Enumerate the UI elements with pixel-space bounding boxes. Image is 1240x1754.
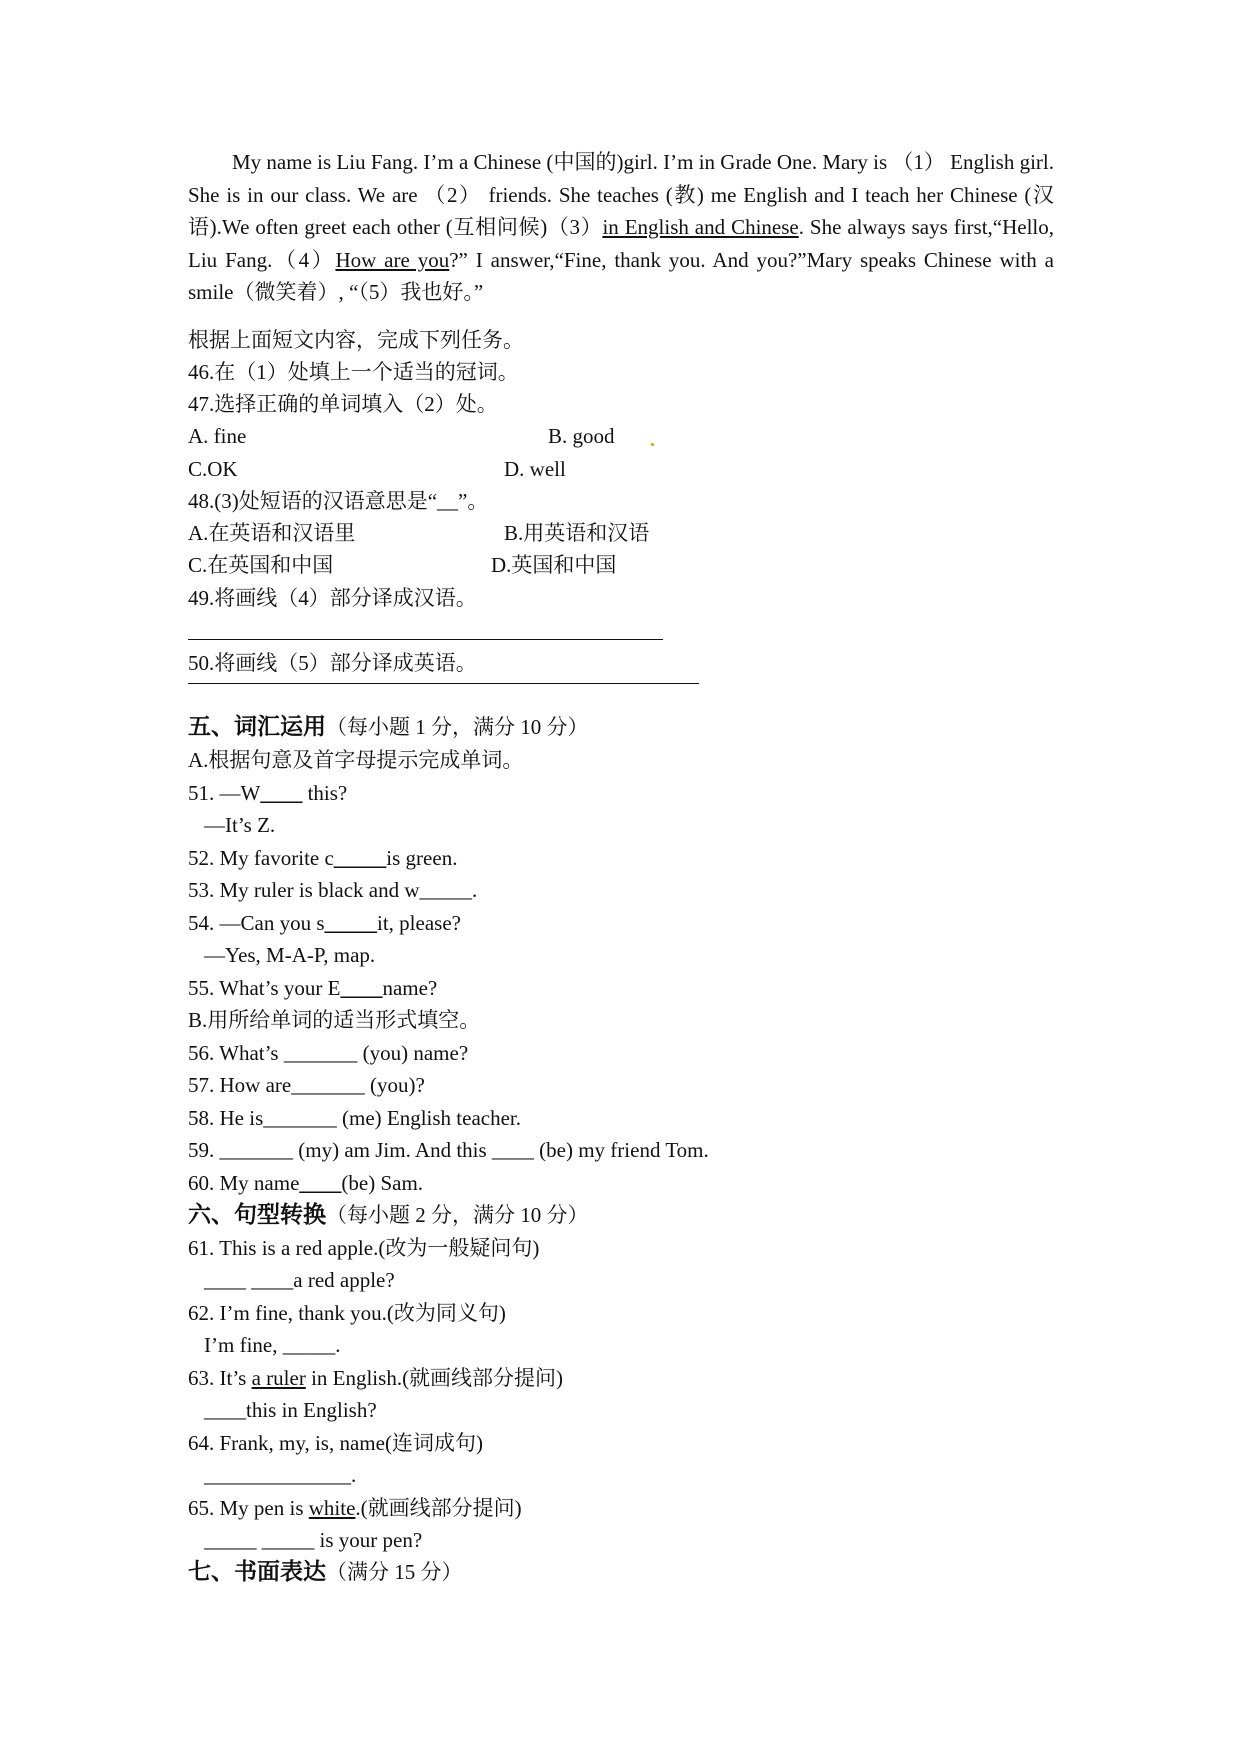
question-61: 61. This is a red apple.(改为一般疑问句) [188, 1236, 540, 1260]
question-64: 64. Frank, my, is, name(连词成句) [188, 1431, 483, 1455]
q47-option-a: A. fine [188, 424, 247, 448]
q49-answer-line[interactable] [188, 639, 663, 640]
passage-text-2: . She always says first,“Hello, Liu Fang.（4） [188, 215, 1055, 272]
task-instruction: 根据上面短文内容，完成下列任务。 [188, 328, 524, 352]
section-6-header [188, 1201, 589, 1229]
question-52: 52. My favorite c_____is green. [188, 846, 458, 870]
section-5-title: 五、词汇运用 [188, 714, 326, 740]
q54-answer: —Yes, M-A-P, map. [204, 943, 376, 967]
section-7-header [188, 1558, 463, 1586]
passage-underline-4: How are you [335, 247, 450, 272]
section-6-title: 六、句型转换 [188, 1202, 326, 1228]
section-7-note: （满分 15 分） [326, 1560, 463, 1584]
q47-option-b: B. good [548, 424, 615, 448]
question-56: 56. What’s _______ (you) name? [188, 1041, 469, 1065]
reading-passage [188, 146, 1054, 309]
question-54: 54. —Can you s_____it, please? [188, 911, 461, 935]
question-58: 58. He is_______ (me) English teacher. [188, 1106, 522, 1130]
question-55: 55. What’s your E____name? [188, 976, 438, 1000]
question-57: 57. How are_______ (you)? [188, 1073, 425, 1097]
passage-text-1: My name is Liu Fang. I’m a Chinese (中国的)girl. I’m in Grade One. Mary is （1） English girl. She is in our class. We are （2） friends. She teaches (教) me English and I teach her Chinese (汉语).We often greet each other (互相问候)（3） [188, 150, 1054, 239]
section-6-note: （每小题 2 分，满分 10 分） [326, 1203, 589, 1227]
question-47: 47.选择正确的单词填入（2）处。 [188, 392, 498, 416]
q63-answer: ____this in English? [204, 1398, 377, 1422]
section-5-part-a: A.根据句意及首字母提示完成单词。 [188, 748, 524, 772]
question-46: 46.在（1）处填上一个适当的冠词。 [188, 360, 519, 384]
q48-option-c: C.在英国和中国 [188, 553, 334, 577]
question-50: 50.将画线（5）部分译成英语。 [188, 651, 477, 675]
q64-answer: ______________. [204, 1463, 357, 1487]
q48-option-b: B.用英语和汉语 [504, 521, 650, 545]
question-60: 60. My name____(be) Sam. [188, 1171, 424, 1195]
question-63: 63. It’s a ruler in English.(就画线部分提问) [188, 1366, 564, 1390]
q47-option-c: C.OK [188, 457, 238, 481]
question-49: 49.将画线（4）部分译成汉语。 [188, 586, 477, 610]
q48-option-a: A.在英语和汉语里 [188, 521, 356, 545]
passage-text-3: ?” I answer,“Fine, thank you. And you?”Mary speaks Chinese with a smile（微笑着）, “（5）我也好。” [188, 247, 1055, 304]
q47-option-d: D. well [504, 457, 566, 481]
q51-answer: —It’s Z. [204, 813, 276, 837]
question-59: 59. _______ (my) am Jim. And this ____ (be) my friend Tom. [188, 1138, 709, 1162]
section-7-title: 七、书面表达 [188, 1559, 326, 1585]
question-62: 62. I’m fine, thank you.(改为同义句) [188, 1301, 506, 1325]
section-5-part-b: B.用所给单词的适当形式填空。 [188, 1008, 481, 1032]
section-5-header [188, 713, 589, 741]
stray-dot-mark [651, 443, 654, 446]
question-65: 65. My pen is white.(就画线部分提问) [188, 1496, 522, 1520]
q61-answer: ____ ____a red apple? [204, 1268, 395, 1292]
question-51: 51. —W____ this? [188, 781, 348, 805]
question-53: 53. My ruler is black and w_____. [188, 878, 478, 902]
section-5-note: （每小题 1 分，满分 10 分） [326, 715, 589, 739]
q62-answer: I’m fine, _____. [204, 1333, 341, 1357]
passage-underline-3: in English and Chinese [602, 215, 799, 239]
q50-answer-line[interactable] [188, 683, 699, 684]
q48-option-d: D.英国和中国 [491, 553, 617, 577]
question-48: 48.(3)处短语的汉语意思是“__”。 [188, 489, 489, 513]
q65-answer: _____ _____ is your pen? [204, 1528, 423, 1552]
